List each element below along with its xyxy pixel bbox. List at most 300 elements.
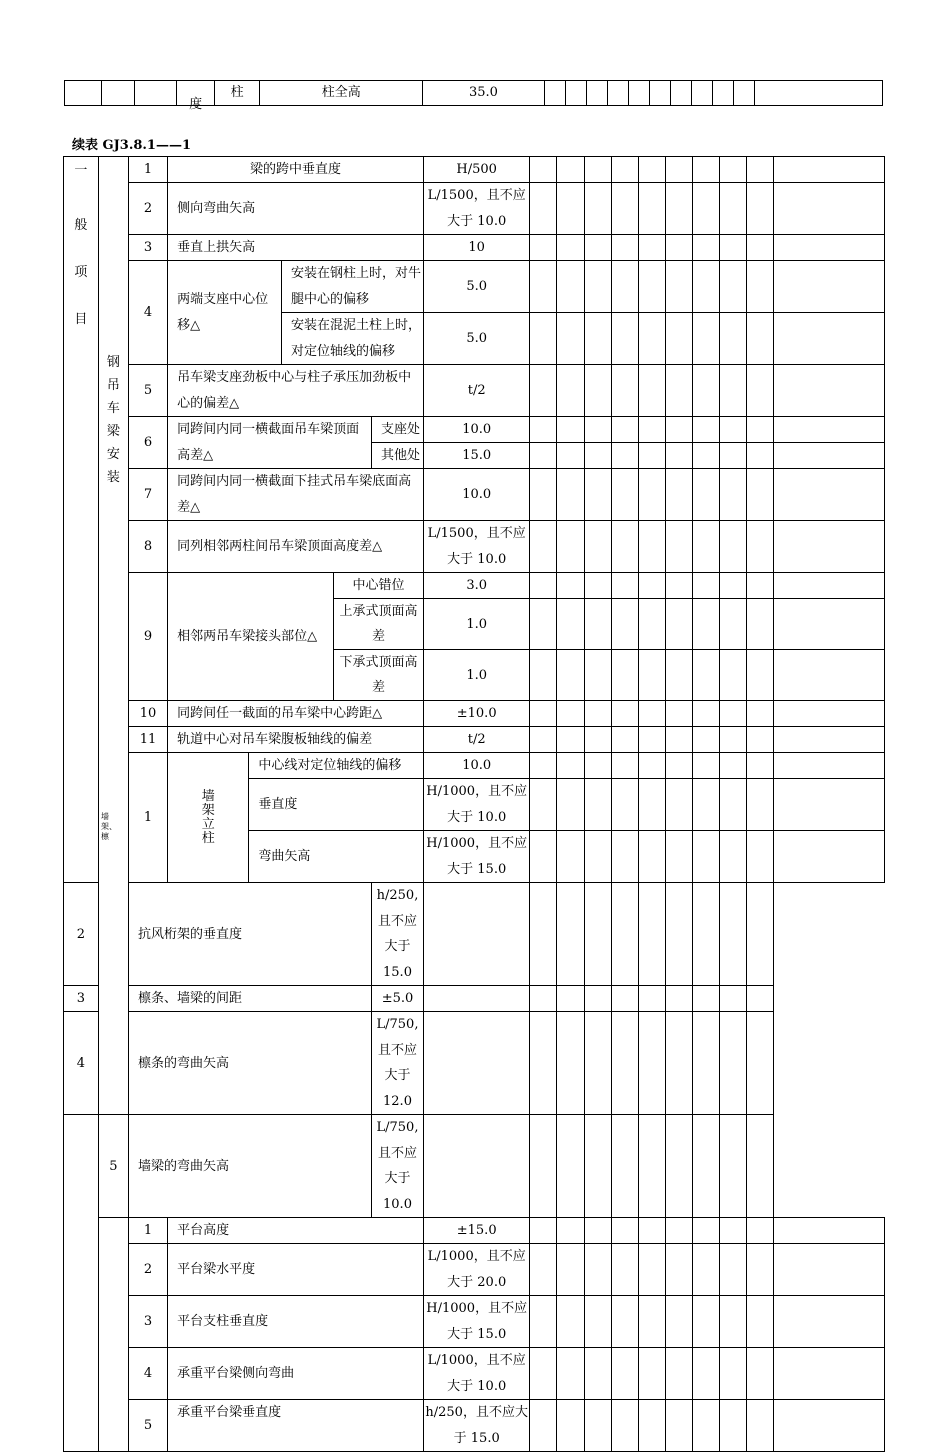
empty-cell — [692, 1348, 719, 1400]
empty-cell — [611, 883, 638, 986]
table-row — [64, 986, 885, 1012]
table-cell: 3 — [129, 1296, 168, 1348]
empty-cell — [747, 313, 774, 365]
empty-cell — [774, 1400, 885, 1452]
empty-cell — [638, 521, 665, 573]
empty-cell — [670, 81, 691, 106]
empty-cell — [584, 157, 611, 183]
empty-cell — [712, 81, 733, 106]
empty-cell — [586, 81, 607, 106]
empty-cell — [649, 81, 670, 106]
top-row — [65, 81, 883, 106]
empty-cell — [611, 1400, 638, 1452]
empty-cell — [665, 727, 692, 753]
empty-cell — [665, 183, 692, 235]
empty-cell — [665, 521, 692, 573]
table-cell: 4 — [64, 1012, 99, 1115]
empty-cell — [530, 443, 557, 469]
empty-cell — [733, 81, 754, 106]
table-cell: 10.0 — [424, 417, 530, 443]
empty-cell — [754, 81, 882, 106]
table-row — [64, 183, 885, 235]
table-cell: 10 — [129, 701, 168, 727]
table-row — [64, 1244, 885, 1296]
group-b-label: 墙架、檩 — [101, 812, 117, 841]
table-row — [64, 365, 885, 417]
empty-cell — [611, 235, 638, 261]
empty-cell — [611, 1348, 638, 1400]
empty-cell — [747, 883, 774, 986]
empty-cell — [692, 650, 719, 701]
empty-cell — [747, 573, 774, 599]
empty-cell — [611, 727, 638, 753]
empty-cell — [692, 157, 719, 183]
table-cell: 6 — [129, 417, 168, 469]
empty-cell — [665, 1115, 692, 1218]
empty-cell — [530, 650, 557, 701]
empty-cell — [747, 157, 774, 183]
table-cell: ±5.0 — [371, 986, 423, 1012]
empty-cell — [747, 1218, 774, 1244]
empty-cell — [530, 235, 557, 261]
table-cell: H/1000，且不应大于 15.0 — [424, 831, 530, 883]
empty-cell — [638, 417, 665, 443]
empty-cell — [665, 1012, 692, 1115]
empty-cell — [638, 831, 665, 883]
empty-cell — [720, 650, 747, 701]
wall-column-label: 墙架立柱 — [168, 753, 249, 883]
table-cell: 平台梁水平度 — [168, 1244, 424, 1296]
table-cell: 5.0 — [424, 261, 530, 313]
table-cell: 15.0 — [424, 443, 530, 469]
table-cell: L/1500，且不应大于 10.0 — [424, 521, 530, 573]
empty-cell — [584, 1218, 611, 1244]
empty-cell — [747, 753, 774, 779]
empty-cell — [584, 235, 611, 261]
empty-cell — [638, 1218, 665, 1244]
empty-cell — [720, 1115, 747, 1218]
table-cell: 梁的跨中垂直度 — [168, 157, 424, 183]
empty-cell — [774, 1218, 885, 1244]
empty-cell — [611, 701, 638, 727]
empty-cell — [584, 701, 611, 727]
empty-cell — [530, 1400, 557, 1452]
empty-cell — [638, 727, 665, 753]
empty-cell — [557, 261, 584, 313]
empty-cell — [774, 261, 885, 313]
empty-cell — [64, 1115, 99, 1452]
table-cell: 4 — [129, 1348, 168, 1400]
table-cell: 垂直度 — [249, 779, 424, 831]
table-cell: 2 — [64, 883, 99, 986]
empty-cell — [774, 469, 885, 521]
empty-cell — [557, 701, 584, 727]
empty-cell — [638, 157, 665, 183]
empty-cell — [747, 417, 774, 443]
empty-cell — [692, 1244, 719, 1296]
table-cell: 7 — [129, 469, 168, 521]
empty-cell — [692, 417, 719, 443]
empty-cell — [611, 1115, 638, 1218]
empty-cell — [665, 417, 692, 443]
table-row — [64, 261, 885, 313]
empty-cell — [530, 701, 557, 727]
empty-cell — [557, 157, 584, 183]
empty-cell — [530, 183, 557, 235]
empty-cell — [611, 469, 638, 521]
empty-cell — [692, 1012, 719, 1115]
empty-cell — [692, 443, 719, 469]
table-cell: 2 — [129, 1244, 168, 1296]
inspection-table — [63, 156, 885, 1452]
empty-cell — [611, 365, 638, 417]
empty-cell — [584, 883, 611, 986]
empty-cell — [720, 1296, 747, 1348]
table-cell: H/500 — [424, 157, 530, 183]
empty-cell — [557, 753, 584, 779]
empty-cell — [557, 417, 584, 443]
table-cell: L/1500，且不应大于 10.0 — [424, 183, 530, 235]
empty-cell — [720, 779, 747, 831]
empty-cell — [638, 650, 665, 701]
empty-cell — [774, 1296, 885, 1348]
empty-cell — [611, 157, 638, 183]
table-cell: L/750,且不应大于 12.0 — [371, 1012, 423, 1115]
table-cell: 上承式顶面高差 — [333, 599, 423, 650]
empty-cell — [747, 521, 774, 573]
table-row — [64, 157, 885, 183]
table-cell: 8 — [129, 521, 168, 573]
empty-cell — [747, 1296, 774, 1348]
table-cell: 弯曲矢高 — [249, 831, 424, 883]
empty-cell — [692, 183, 719, 235]
empty-cell — [584, 261, 611, 313]
empty-cell — [665, 779, 692, 831]
empty-cell — [530, 779, 557, 831]
empty-cell — [557, 883, 584, 986]
empty-cell — [774, 365, 885, 417]
empty-cell — [692, 701, 719, 727]
empty-cell — [584, 1115, 611, 1218]
empty-cell — [747, 650, 774, 701]
empty-cell — [530, 831, 557, 883]
empty-cell — [424, 1115, 530, 1218]
empty-cell — [530, 1115, 557, 1218]
top-fragment-table — [64, 80, 883, 112]
table-cell: 平台高度 — [168, 1218, 424, 1244]
empty-cell — [774, 521, 885, 573]
empty-cell — [720, 831, 747, 883]
empty-cell — [530, 1244, 557, 1296]
empty-cell — [691, 81, 712, 106]
empty-cell — [747, 599, 774, 650]
table-row — [64, 1348, 885, 1400]
empty-cell — [557, 183, 584, 235]
table-cell: 支座处 — [371, 417, 423, 443]
empty-cell — [720, 599, 747, 650]
empty-cell — [692, 727, 719, 753]
table-cell: 5 — [98, 1115, 128, 1218]
table-cell: 1 — [129, 1218, 168, 1244]
empty-cell — [747, 1400, 774, 1452]
empty-cell — [720, 986, 747, 1012]
empty-cell — [557, 1115, 584, 1218]
table-cell: 10.0 — [424, 469, 530, 521]
empty-cell — [720, 417, 747, 443]
empty-cell — [692, 1400, 719, 1452]
empty-cell — [747, 1012, 774, 1115]
empty-cell — [611, 573, 638, 599]
empty-cell — [557, 1296, 584, 1348]
empty-cell — [638, 1296, 665, 1348]
empty-cell — [584, 779, 611, 831]
empty-cell — [665, 753, 692, 779]
empty-cell — [747, 831, 774, 883]
empty-cell — [774, 1348, 885, 1400]
table-cell: 2 — [129, 183, 168, 235]
empty-cell — [557, 1348, 584, 1400]
empty-cell — [638, 779, 665, 831]
empty-cell — [584, 727, 611, 753]
empty-cell — [720, 753, 747, 779]
table-cell: 两端支座中心位移△ — [168, 261, 282, 365]
table-row — [64, 1400, 885, 1452]
empty-cell — [638, 183, 665, 235]
empty-cell — [638, 313, 665, 365]
empty-cell — [665, 261, 692, 313]
empty-cell — [692, 521, 719, 573]
empty-cell — [747, 183, 774, 235]
table-cell: 10.0 — [424, 753, 530, 779]
empty-cell — [557, 727, 584, 753]
empty-cell — [747, 1244, 774, 1296]
empty-cell — [747, 261, 774, 313]
empty-cell — [638, 1012, 665, 1115]
empty-cell — [557, 1218, 584, 1244]
empty-cell — [530, 1296, 557, 1348]
table-cell: L/1000，且不应大于 10.0 — [424, 1348, 530, 1400]
empty-cell — [747, 1115, 774, 1218]
empty-cell — [692, 831, 719, 883]
empty-cell — [638, 986, 665, 1012]
empty-cell — [747, 727, 774, 753]
empty-cell — [747, 779, 774, 831]
empty-cell — [611, 986, 638, 1012]
empty-cell — [638, 365, 665, 417]
empty-cell — [557, 235, 584, 261]
empty-cell — [557, 986, 584, 1012]
empty-cell — [720, 157, 747, 183]
table-cell: 3.0 — [424, 573, 530, 599]
empty-cell — [692, 1296, 719, 1348]
table-cell: 5.0 — [424, 313, 530, 365]
empty-cell — [665, 469, 692, 521]
empty-cell — [665, 365, 692, 417]
empty-cell — [665, 883, 692, 986]
table-cell: L/750,且不应大于 10.0 — [371, 1115, 423, 1218]
table-cell: 承重平台梁垂直度 — [168, 1400, 424, 1452]
empty-cell — [530, 521, 557, 573]
empty-cell — [720, 365, 747, 417]
empty-cell — [774, 727, 885, 753]
table-cell: 垂直上拱矢高 — [168, 235, 424, 261]
empty-cell — [692, 986, 719, 1012]
empty-cell — [747, 443, 774, 469]
empty-cell — [607, 81, 628, 106]
empty-cell — [611, 1244, 638, 1296]
empty-cell — [557, 779, 584, 831]
table-cell: h/250，且不应大于 15.0 — [424, 1400, 530, 1452]
table-cell: 3 — [64, 986, 99, 1012]
empty-cell — [720, 261, 747, 313]
empty-cell — [638, 883, 665, 986]
empty-cell — [638, 443, 665, 469]
table-cell: 安装在混泥土柱上时，对定位轴线的偏移 — [281, 313, 423, 365]
empty-cell — [611, 261, 638, 313]
table-cell: 檩条的弯曲矢高 — [129, 1012, 372, 1115]
table-cell: 平台支柱垂直度 — [168, 1296, 424, 1348]
table-cell: t/2 — [424, 727, 530, 753]
empty-cell — [638, 573, 665, 599]
table-row — [64, 701, 885, 727]
table-cell: H/1000，且不应大于 15.0 — [424, 1296, 530, 1348]
table-cell: 抗风桁架的垂直度 — [129, 883, 372, 986]
empty-cell — [665, 1218, 692, 1244]
empty-cell — [611, 417, 638, 443]
empty-cell — [720, 313, 747, 365]
empty-cell — [530, 727, 557, 753]
empty-cell — [638, 599, 665, 650]
empty-cell — [692, 313, 719, 365]
empty-cell — [584, 599, 611, 650]
top-cell-full-height: 柱全高 — [260, 81, 423, 106]
empty-cell — [720, 573, 747, 599]
empty-cell — [638, 1348, 665, 1400]
empty-cell — [424, 1012, 530, 1115]
empty-cell — [102, 81, 135, 106]
empty-cell — [720, 883, 747, 986]
empty-cell — [530, 157, 557, 183]
empty-cell — [692, 261, 719, 313]
empty-cell — [557, 1400, 584, 1452]
table-cell: 其他处 — [371, 443, 423, 469]
empty-cell — [584, 313, 611, 365]
empty-cell — [638, 701, 665, 727]
table-row — [64, 573, 885, 599]
table-cell: 同跨间内同一横截面吊车梁顶面高差△ — [168, 417, 372, 469]
empty-cell — [584, 1296, 611, 1348]
empty-cell — [774, 701, 885, 727]
table-cell: 轨道中心对吊车梁腹板轴线的偏差 — [168, 727, 424, 753]
empty-cell — [611, 831, 638, 883]
table-cell: 侧向弯曲矢高 — [168, 183, 424, 235]
empty-cell — [557, 1012, 584, 1115]
empty-cell — [530, 469, 557, 521]
empty-cell — [557, 521, 584, 573]
empty-cell — [530, 1348, 557, 1400]
empty-cell — [638, 1244, 665, 1296]
empty-cell — [665, 831, 692, 883]
empty-cell — [692, 365, 719, 417]
empty-cell — [665, 313, 692, 365]
table-cell: 11 — [129, 727, 168, 753]
empty-cell — [584, 365, 611, 417]
table-cell: 承重平台梁侧向弯曲 — [168, 1348, 424, 1400]
table-row — [64, 753, 885, 779]
table-cell: 1.0 — [424, 599, 530, 650]
empty-cell — [747, 365, 774, 417]
empty-cell — [774, 650, 885, 701]
table-cell: 4 — [129, 261, 168, 365]
empty-cell — [530, 986, 557, 1012]
table-row — [64, 1296, 885, 1348]
empty-cell — [628, 81, 649, 106]
table-row — [64, 1115, 885, 1218]
empty-cell — [747, 469, 774, 521]
empty-cell — [424, 883, 530, 986]
empty-cell — [557, 599, 584, 650]
empty-cell — [774, 313, 885, 365]
table-cell: 1 — [129, 157, 168, 183]
empty-cell — [177, 81, 215, 112]
table-cell: 5 — [129, 1400, 168, 1452]
empty-cell — [584, 1400, 611, 1452]
empty-cell — [774, 831, 885, 883]
table-cell: 安装在钢柱上时，对牛腿中心的偏移 — [281, 261, 423, 313]
empty-cell — [774, 157, 885, 183]
empty-cell — [611, 779, 638, 831]
empty-cell — [774, 573, 885, 599]
empty-cell — [584, 443, 611, 469]
empty-cell — [611, 443, 638, 469]
top-cell-value: 35.0 — [423, 81, 544, 106]
section-label: 一 般 项 目 — [64, 157, 99, 883]
empty-cell — [98, 1218, 128, 1452]
empty-cell — [720, 1012, 747, 1115]
empty-cell — [557, 313, 584, 365]
empty-cell — [720, 1218, 747, 1244]
empty-cell — [747, 235, 774, 261]
empty-cell — [584, 183, 611, 235]
empty-cell — [747, 986, 774, 1012]
empty-cell — [611, 1296, 638, 1348]
empty-cell — [774, 417, 885, 443]
table-cell: H/1000，且不应大于 10.0 — [424, 779, 530, 831]
empty-cell — [557, 1244, 584, 1296]
empty-cell — [638, 469, 665, 521]
empty-cell — [692, 1115, 719, 1218]
empty-cell — [774, 443, 885, 469]
empty-cell — [557, 650, 584, 701]
empty-cell — [557, 365, 584, 417]
table-cell: 中心线对定位轴线的偏移 — [249, 753, 424, 779]
empty-cell — [611, 650, 638, 701]
table-row — [64, 1218, 885, 1244]
empty-cell — [584, 469, 611, 521]
table-cell: 相邻两吊车梁接头部位△ — [168, 573, 334, 701]
table-row — [64, 1012, 885, 1115]
empty-cell — [692, 599, 719, 650]
table-cell: 1 — [129, 753, 168, 883]
table-cell: ±15.0 — [424, 1218, 530, 1244]
empty-cell — [638, 261, 665, 313]
empty-cell — [665, 1348, 692, 1400]
empty-cell — [720, 701, 747, 727]
empty-cell — [720, 1244, 747, 1296]
empty-cell — [720, 235, 747, 261]
empty-cell — [584, 986, 611, 1012]
empty-cell — [638, 753, 665, 779]
